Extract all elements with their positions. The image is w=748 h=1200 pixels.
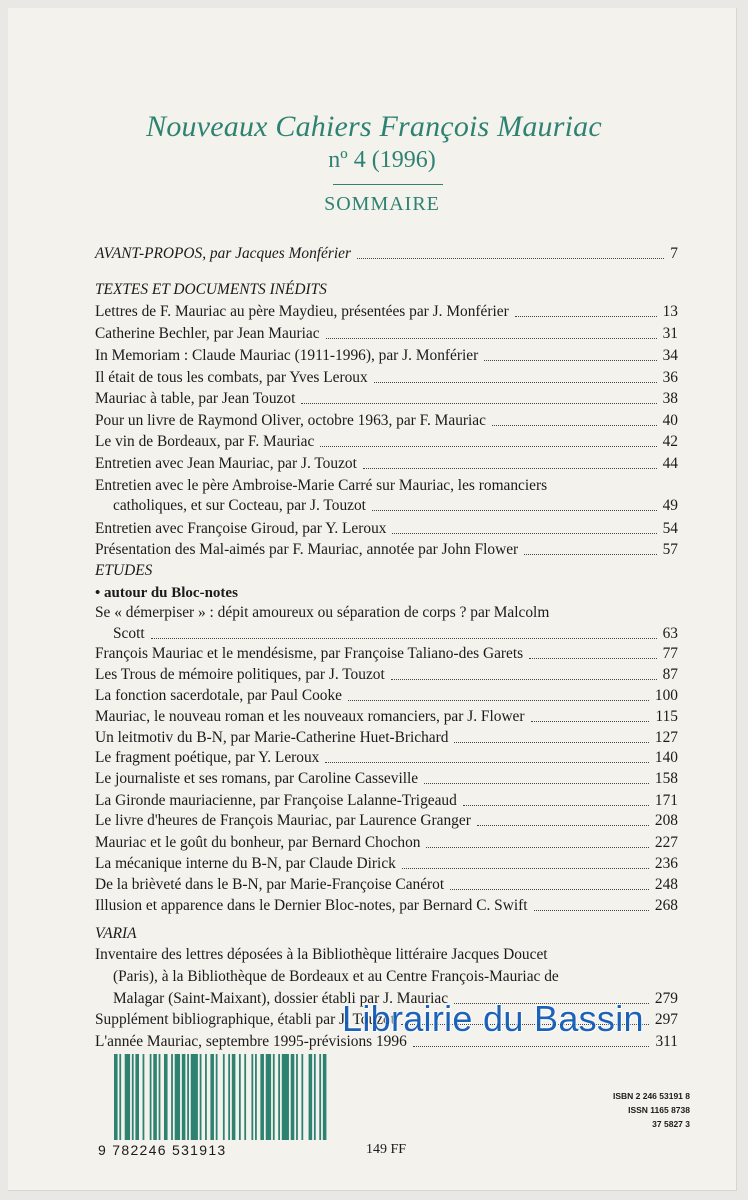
toc-entry (95, 748, 678, 768)
leader-dots (413, 1046, 650, 1047)
barcode-bar (291, 1054, 295, 1140)
leader-dots (301, 403, 656, 404)
toc-page-number: 297 (654, 1011, 678, 1028)
toc-entry-title: Supplément bibliographique, établi par J. Touzot (95, 1011, 395, 1028)
toc-entry-line: (Paris), à la Bibliothèque de Bordeaux et au Centre François-Mauriac de (113, 968, 559, 985)
barcode-bar (200, 1054, 202, 1140)
barcode-bar (114, 1054, 118, 1140)
toc-entry-title: De la brièveté dans le B-N, par Marie-Françoise Canérot (95, 876, 445, 893)
toc-entry (95, 432, 678, 452)
toc-entry-title: Il était de tous les combats, par Yves Leroux (95, 369, 368, 386)
toc-page-number: 63 (662, 625, 678, 642)
leader-dots (325, 762, 649, 763)
barcode-bar (296, 1054, 298, 1140)
toc-entry-title: Mauriac, le nouveau roman et les nouveaux romanciers, par J. Flower (95, 708, 525, 725)
barcode-bar (132, 1054, 134, 1140)
toc-entry (95, 665, 678, 685)
barcode-bar (182, 1054, 186, 1140)
toc-entry (95, 519, 678, 539)
toc-entry-title: La Gironde mauriacienne, par Françoise Lalanne-Trigeaud (95, 792, 457, 809)
toc-page-number: 171 (654, 792, 678, 809)
barcode-bar (119, 1054, 121, 1140)
toc-page-number: 40 (662, 412, 678, 429)
toc-entry (95, 346, 678, 366)
leader-dots (463, 805, 649, 806)
toc-entry-title: Le livre d'heures de François Mauriac, par Laurence Granger (95, 812, 471, 829)
toc-page-number: 7 (670, 245, 678, 262)
leader-dots (424, 783, 649, 784)
toc-page-number: 44 (662, 455, 678, 472)
toc-entry (95, 244, 678, 264)
toc-page-number: 36 (662, 369, 678, 386)
section-heading: VARIA (95, 925, 137, 942)
toc-entry-title: Présentation des Mal-aimés par F. Mauriac, annotée par John Flower (95, 541, 519, 558)
barcode-bar (164, 1054, 168, 1140)
toc-entry-title: François Mauriac et le mendésisme, par Françoise Taliano-des Garets (95, 645, 524, 662)
toc-entry (95, 707, 678, 727)
toc-page-number: 49 (662, 497, 678, 514)
barcode-bar (319, 1054, 321, 1140)
leader-dots (151, 638, 657, 639)
price: 149 FF (366, 1142, 407, 1157)
leader-dots (484, 360, 656, 361)
barcode-bar (210, 1054, 214, 1140)
isbn-block (613, 1089, 690, 1131)
leader-dots (392, 533, 656, 534)
barcode (112, 1054, 332, 1140)
toc-entry (95, 454, 678, 474)
toc-page-number: 236 (654, 855, 678, 872)
toc-page-number: 87 (662, 666, 678, 683)
leader-dots (426, 847, 648, 848)
code-line: 37 5827 3 (652, 1119, 690, 1129)
toc-entry-title: L'année Mauriac, septembre 1995-prévisions 1996 (95, 1033, 407, 1050)
subsection-heading: • autour du Bloc-notes (95, 585, 238, 601)
toc-entry (95, 324, 678, 344)
barcode-bar (309, 1054, 313, 1140)
toc-entry-title: Mauriac et le goût du bonheur, par Bernard Chochon (95, 834, 421, 851)
toc-page-number: 115 (655, 708, 678, 725)
toc-page-number: 248 (654, 876, 678, 893)
toc-page-number: 31 (662, 325, 678, 342)
title-divider (333, 184, 443, 185)
seller-watermark: Librairie du Bassin (342, 998, 644, 1039)
issue-number: nº 4 (1996) (328, 147, 436, 173)
barcode-bar (175, 1054, 180, 1140)
barcode-bar (153, 1054, 157, 1140)
toc-page-number: 38 (662, 390, 678, 407)
toc-page-number: 34 (662, 347, 678, 364)
toc-entry-line: Inventaire des lettres déposées à la Bibliothèque littéraire Jacques Doucet (95, 946, 548, 963)
leader-dots (326, 338, 657, 339)
barcode-bar (301, 1054, 303, 1140)
toc-entry-title: Catherine Bechler, par Jean Mauriac (95, 325, 320, 342)
barcode-bar (187, 1054, 189, 1140)
leader-dots (348, 700, 649, 701)
toc-entry-title: AVANT-PROPOS, par Jacques Monférier (95, 245, 351, 262)
barcode-bar (232, 1054, 236, 1140)
leader-dots (374, 382, 657, 383)
toc-entry-title: La mécanique interne du B-N, par Claude Dirick (95, 855, 396, 872)
toc-entry (95, 686, 678, 706)
barcode-bar (191, 1054, 198, 1140)
toc-entry (95, 389, 678, 409)
barcode-bar (205, 1054, 207, 1140)
toc-entry (95, 875, 678, 895)
leader-dots (515, 316, 657, 317)
toc-entry-title: Entretien avec Françoise Giroud, par Y. Leroux (95, 520, 387, 537)
toc-page-number: 158 (654, 770, 678, 787)
toc-entry-title: Scott (113, 625, 145, 642)
barcode-bar (244, 1054, 246, 1140)
toc-entry-title: Un leitmotiv du B-N, par Marie-Catherine Huet-Brichard (95, 729, 449, 746)
barcode-bar (278, 1054, 280, 1140)
toc-entry-title: Mauriac à table, par Jean Touzot (95, 390, 296, 407)
sommaire-heading: SOMMAIRE (324, 193, 440, 215)
toc-entry-title: Le fragment poétique, par Y. Leroux (95, 749, 320, 766)
barcode-bar (150, 1054, 152, 1140)
toc-entry-title: Le vin de Bordeaux, par F. Mauriac (95, 433, 315, 450)
toc-page-number: 279 (654, 990, 678, 1007)
leader-dots (529, 658, 656, 659)
toc-entry (95, 302, 678, 322)
barcode-bar (273, 1054, 275, 1140)
toc-entry (95, 728, 678, 748)
toc-entry (95, 368, 678, 388)
leader-dots (320, 446, 656, 447)
toc-entry-title: Illusion et apparence dans le Dernier Bloc-notes, par Bernard C. Swift (95, 897, 528, 914)
barcode-bar (239, 1054, 241, 1140)
toc-entry-title: Les Trous de mémoire politiques, par J. Touzot (95, 666, 385, 683)
barcode-bar (251, 1054, 253, 1140)
toc-page-number: 227 (654, 834, 678, 851)
toc-page-number: 77 (662, 645, 678, 662)
barcode-bar (143, 1054, 145, 1140)
toc-entry (95, 811, 678, 831)
leader-dots (357, 258, 664, 259)
leader-dots (477, 825, 649, 826)
leader-dots (450, 889, 649, 890)
toc-page-number: 57 (662, 541, 678, 558)
barcode-bar (171, 1054, 173, 1140)
leader-dots (531, 721, 650, 722)
toc-page-number: 42 (662, 433, 678, 450)
barcode-bar (314, 1054, 316, 1140)
issn-line: ISSN 1165 8738 (628, 1105, 690, 1115)
toc-page-number: 54 (662, 520, 678, 537)
barcode-bar (216, 1054, 218, 1140)
barcode-bar (228, 1054, 230, 1140)
toc-entry-title: In Memoriam : Claude Mauriac (1911-1996), par J. Monférier (95, 347, 479, 364)
toc-entry (95, 769, 678, 789)
barcode-bar (135, 1054, 139, 1140)
leader-dots (454, 742, 648, 743)
toc-page-number: 100 (654, 687, 678, 704)
toc-page-number: 268 (654, 897, 678, 914)
toc-entry (95, 540, 678, 560)
toc-entry (95, 644, 678, 664)
leader-dots (363, 468, 657, 469)
toc-entry-line: Se « démerpiser » : dépit amoureux ou séparation de corps ? par Malcolm (95, 604, 550, 621)
toc-entry-title: Malagar (Saint-Maixant), dossier établi par J. Mauriac (113, 990, 449, 1007)
leader-dots (524, 554, 656, 555)
toc-entry-title: Lettres de F. Mauriac au père Maydieu, présentées par J. Monférier (95, 303, 509, 320)
toc-entry (95, 791, 678, 811)
toc-entry (95, 854, 678, 874)
toc-entry (95, 896, 678, 916)
toc-entry-title: Entretien avec Jean Mauriac, par J. Touzot (95, 455, 357, 472)
barcode-bar (223, 1054, 225, 1140)
toc-entry (95, 411, 678, 431)
leader-dots (534, 910, 649, 911)
isbn-line: ISBN 2 246 53191 8 (612, 1091, 690, 1101)
barcode-bar (323, 1054, 327, 1140)
leader-dots (372, 510, 657, 511)
barcode-bar (125, 1054, 130, 1140)
barcode-bar (260, 1054, 264, 1140)
toc-page-number: 13 (662, 303, 678, 320)
leader-dots (402, 868, 649, 869)
toc-page-number: 127 (654, 729, 678, 746)
toc-entry-title: Le journaliste et ses romans, par Caroline Casseville (95, 770, 419, 787)
toc-entry-title: La fonction sacerdotale, par Paul Cooke (95, 687, 343, 704)
toc-entry (95, 496, 678, 516)
toc-entry (95, 624, 678, 644)
barcode-bar (255, 1054, 257, 1140)
leader-dots (492, 425, 657, 426)
toc-entry-title: catholiques, et sur Cocteau, par J. Touzot (113, 497, 366, 514)
journal-title: Nouveaux Cahiers François Mauriac (146, 110, 602, 143)
toc-page-number: 140 (654, 749, 678, 766)
toc-page-number: 311 (655, 1033, 678, 1050)
ean-number: 9 782246 531913 (98, 1142, 227, 1158)
toc-entry (95, 833, 678, 853)
barcode-bar (159, 1054, 161, 1140)
toc-entry-line: Entretien avec le père Ambroise-Marie Carré sur Mauriac, les romanciers (95, 477, 548, 494)
barcode-bar (266, 1054, 271, 1140)
leader-dots (391, 679, 657, 680)
section-heading: ETUDES (95, 562, 153, 579)
toc-page-number: 208 (654, 812, 678, 829)
toc-entry-title: Pour un livre de Raymond Oliver, octobre 1963, par F. Mauriac (95, 412, 486, 429)
section-heading: TEXTES ET DOCUMENTS INÉDITS (95, 281, 327, 298)
barcode-bar (282, 1054, 289, 1140)
